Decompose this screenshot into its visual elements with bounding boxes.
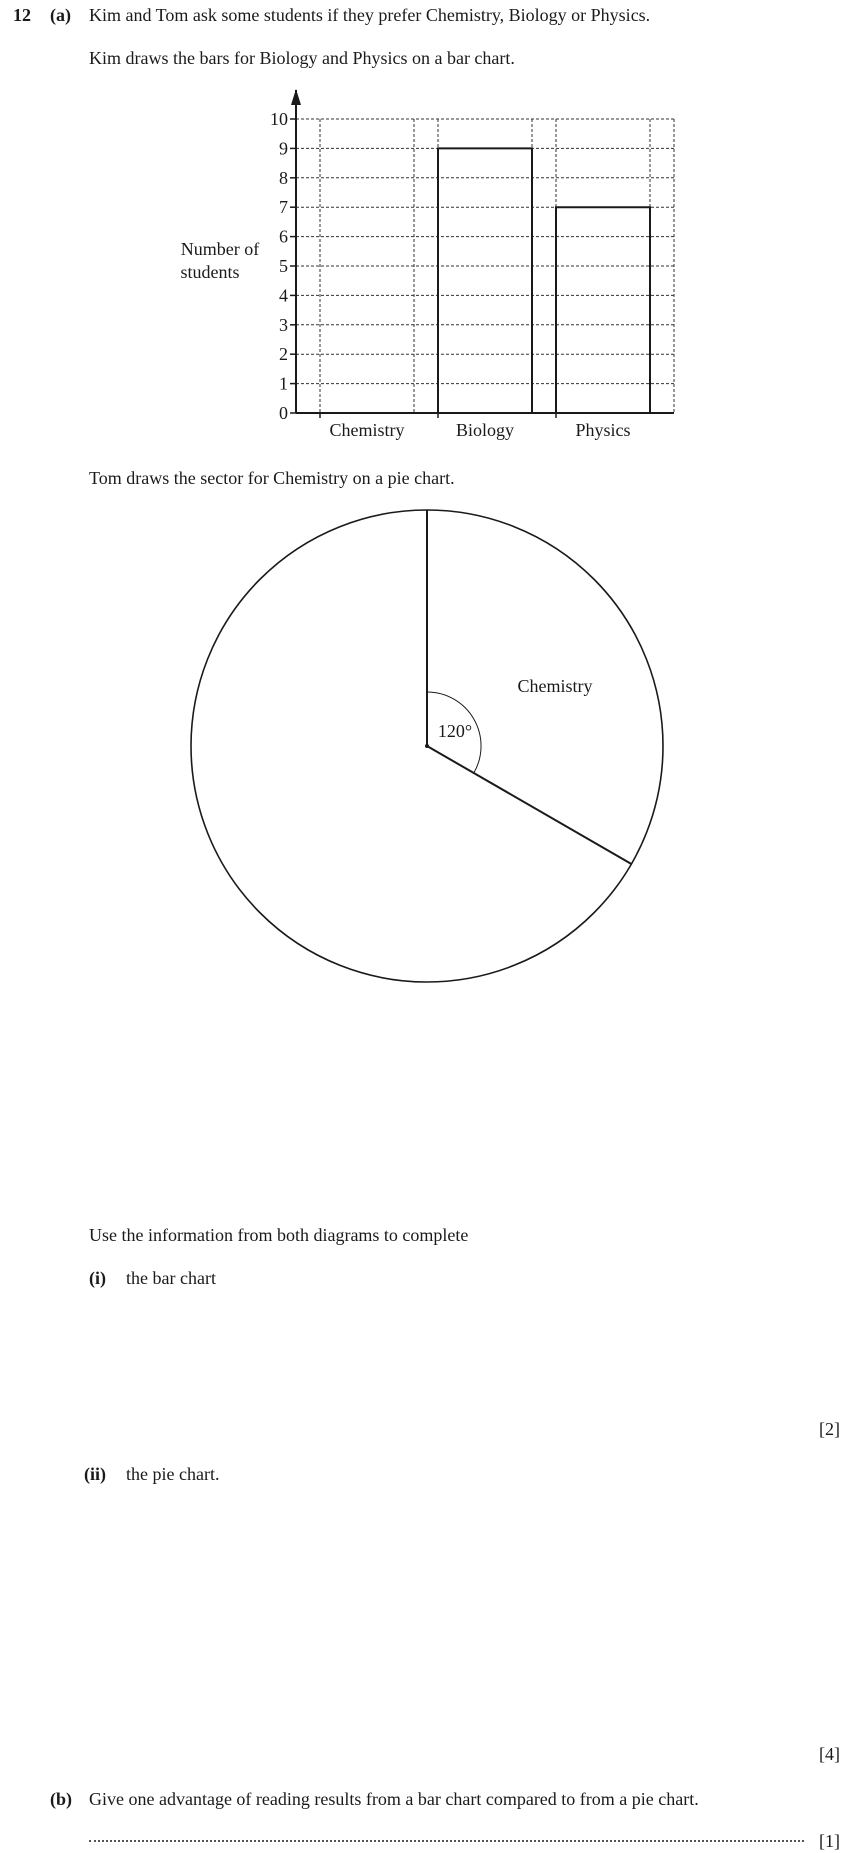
- bar-chart-x-labels: [330, 420, 631, 440]
- sub-ii-text: the pie chart.: [126, 1464, 220, 1484]
- pie-center-point: [425, 744, 429, 748]
- y-tick-label: 9: [279, 138, 288, 159]
- y-tick-label: 10: [270, 109, 288, 129]
- bar-chart-bars: [438, 148, 650, 413]
- bar-chart-y-ticks: [270, 109, 296, 423]
- sub-i-text: the bar chart: [126, 1268, 216, 1288]
- bar-biology: [438, 148, 532, 413]
- sub-i-label: (i): [89, 1268, 106, 1288]
- answer-line[interactable]: [89, 1840, 804, 1842]
- mark-b: [1]: [819, 1831, 840, 1851]
- bar-physics: [556, 207, 650, 413]
- y-tick-label: 3: [279, 314, 288, 335]
- part-b-text: Give one advantage of reading results from a bar chart compared to from a pie chart.: [89, 1789, 699, 1809]
- bar-chart-intro: Kim draws the bars for Biology and Physics on a bar chart.: [89, 48, 515, 68]
- sub-ii-label: (ii): [84, 1464, 106, 1484]
- y-axis-label-line1: Number of: [180, 239, 260, 259]
- x-category-label: Chemistry: [329, 420, 405, 440]
- part-b-label: (b): [50, 1789, 72, 1809]
- y-axis-arrow: [291, 89, 301, 105]
- question-intro: Kim and Tom ask some students if they prefer Chemistry, Biology or Physics.: [89, 5, 651, 25]
- mark-ii: [4]: [819, 1744, 840, 1764]
- mark-i: [2]: [819, 1419, 840, 1439]
- y-tick-label: 0: [279, 403, 288, 423]
- y-tick-label: 4: [279, 285, 288, 306]
- pie-sector-label-chemistry: Chemistry: [517, 676, 593, 696]
- x-category-label: Biology: [455, 420, 515, 440]
- pie-chart: [0, 500, 853, 1000]
- pie-sector-edge-2: [427, 746, 631, 864]
- y-axis-label-line2: students: [180, 262, 240, 282]
- y-tick-label: 7: [279, 197, 288, 218]
- y-tick-label: 8: [279, 167, 288, 188]
- question-number: 12: [13, 5, 31, 25]
- angle-label: 120°: [437, 721, 473, 741]
- y-tick-label: 2: [279, 344, 288, 365]
- instruction-text: Use the information from both diagrams to complete: [89, 1225, 469, 1245]
- y-tick-label: 6: [279, 226, 288, 247]
- part-a-label: (a): [50, 5, 71, 25]
- y-tick-label: 1: [279, 373, 288, 394]
- bar-chart-grid: [296, 119, 674, 413]
- bar-chart: [0, 80, 853, 530]
- x-category-label: Physics: [575, 420, 631, 440]
- y-tick-label: 5: [279, 256, 288, 276]
- bar-chart-axes: [291, 89, 674, 418]
- pie-chart-intro: Tom draws the sector for Chemistry on a pie chart.: [89, 468, 455, 488]
